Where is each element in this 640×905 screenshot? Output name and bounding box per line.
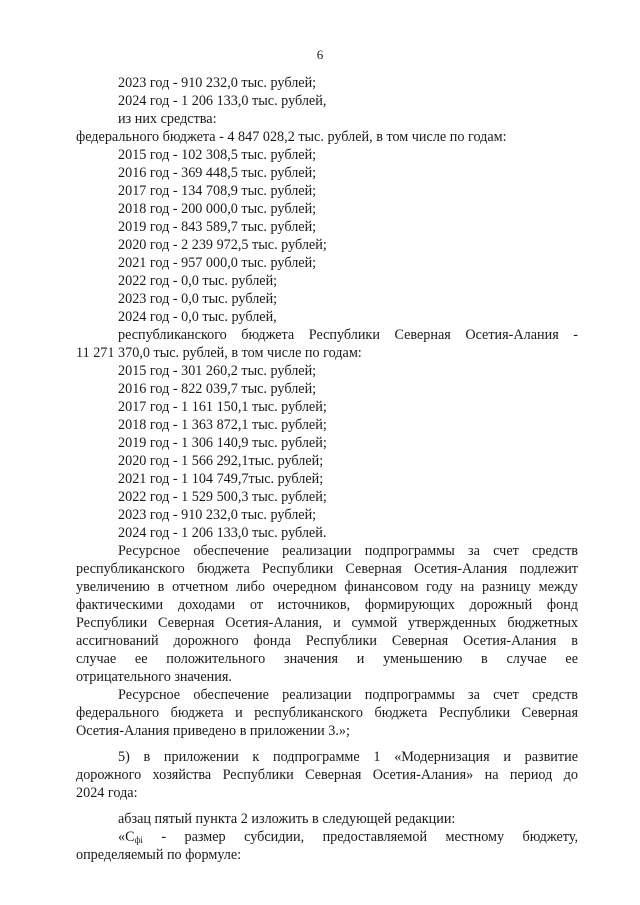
paragraph-line: 5) в приложении к подпрограмме 1 «Модернизация и развитие xyxy=(118,749,578,765)
text-line: 11 271 370,0 тыс. рублей, в том числе по годам: xyxy=(76,345,362,361)
text-line: из них средства: xyxy=(118,111,217,127)
text-line: 2020 год - 2 239 972,5 тыс. рублей; xyxy=(118,237,327,253)
text-line: 2020 год - 1 566 292,1тыс. рублей; xyxy=(118,453,324,469)
text-line: 2017 год - 1 161 150,1 тыс. рублей; xyxy=(118,399,327,415)
text-line: 2018 год - 1 363 872,1 тыс. рублей; xyxy=(118,417,327,433)
text-line: 2018 год - 200 000,0 тыс. рублей; xyxy=(118,201,317,217)
text-line: 2019 год - 843 589,7 тыс. рублей; xyxy=(118,219,317,235)
formula-open-quote: « xyxy=(118,829,126,845)
paragraph-line: ассигнований дорожного фонда Республики Северная Осетия-Алания в xyxy=(76,633,578,649)
text-line: 2023 год - 0,0 тыс. рублей; xyxy=(118,291,278,307)
paragraph-line: отрицательного значения. xyxy=(76,669,232,685)
formula-subscript: фі xyxy=(134,835,143,845)
text-line: 2022 год - 1 529 500,3 тыс. рублей; xyxy=(118,489,327,505)
text-line: 2016 год - 822 039,7 тыс. рублей; xyxy=(118,381,317,397)
text-line: 2021 год - 957 000,0 тыс. рублей; xyxy=(118,255,317,271)
text-line: 2022 год - 0,0 тыс. рублей; xyxy=(118,273,278,289)
paragraph-line: федерального бюджета и республиканского бюджета Республики Северная xyxy=(76,705,578,721)
paragraph-line: Осетия-Алания приведено в приложении 3.»; xyxy=(76,723,350,739)
text-line: 2024 год - 1 206 133,0 тыс. рублей. xyxy=(118,525,327,541)
text-line: 2024 год - 1 206 133,0 тыс. рублей, xyxy=(118,93,327,109)
paragraph-line: увеличению в отчетном либо очередном финансовом году на разницу между xyxy=(76,579,578,595)
paragraph-line: дорожного хозяйства Республики Северная Осетия-Алания» на период до xyxy=(76,767,578,783)
text-line: 2024 год - 0,0 тыс. рублей, xyxy=(118,309,277,325)
text-line: 2021 год - 1 104 749,7тыс. рублей; xyxy=(118,471,324,487)
text-line: федерального бюджета - 4 847 028,2 тыс. рублей, в том числе по годам: xyxy=(76,129,507,145)
formula-symbol: С xyxy=(125,829,135,845)
paragraph-line: случае ее положительного значения и уменьшению в случае ее xyxy=(76,651,578,667)
page-number: 6 xyxy=(316,47,324,62)
paragraph-line: республиканского бюджета Республики Северная Осетия-Алания подлежит xyxy=(76,561,578,577)
text-line: 2016 год - 369 448,5 тыс. рублей; xyxy=(118,165,317,181)
text-line: 2015 год - 301 260,2 тыс. рублей; xyxy=(118,363,317,379)
paragraph-line: 2024 года: xyxy=(76,785,138,801)
formula-line xyxy=(118,828,578,846)
text-line: определяемый по формуле: xyxy=(76,847,242,863)
text-line: 2023 год - 910 232,0 тыс. рублей; xyxy=(118,507,317,523)
text-line: 2023 год - 910 232,0 тыс. рублей; xyxy=(118,75,317,91)
text-line: республиканского бюджета Республики Северная Осетия-Алания - xyxy=(118,327,578,343)
paragraph-line: Ресурсное обеспечение реализации подпрограммы за счет средств xyxy=(118,687,578,703)
paragraph-line: фактическими доходами от источников, формирующих дорожный фонд xyxy=(76,597,578,613)
paragraph-line: Ресурсное обеспечение реализации подпрограммы за счет средств xyxy=(118,543,578,559)
formula-text: - размер субсидии, предоставляемой местному бюджету, xyxy=(161,829,578,845)
paragraph-line: Республики Северная Осетия-Алания, и суммой утвержденных бюджетных xyxy=(76,615,578,631)
text-line: 2019 год - 1 306 140,9 тыс. рублей; xyxy=(118,435,327,451)
text-line: абзац пятый пункта 2 изложить в следующей редакции: xyxy=(118,811,456,827)
text-line: 2017 год - 134 708,9 тыс. рублей; xyxy=(118,183,317,199)
text-line: 2015 год - 102 308,5 тыс. рублей; xyxy=(118,147,317,163)
